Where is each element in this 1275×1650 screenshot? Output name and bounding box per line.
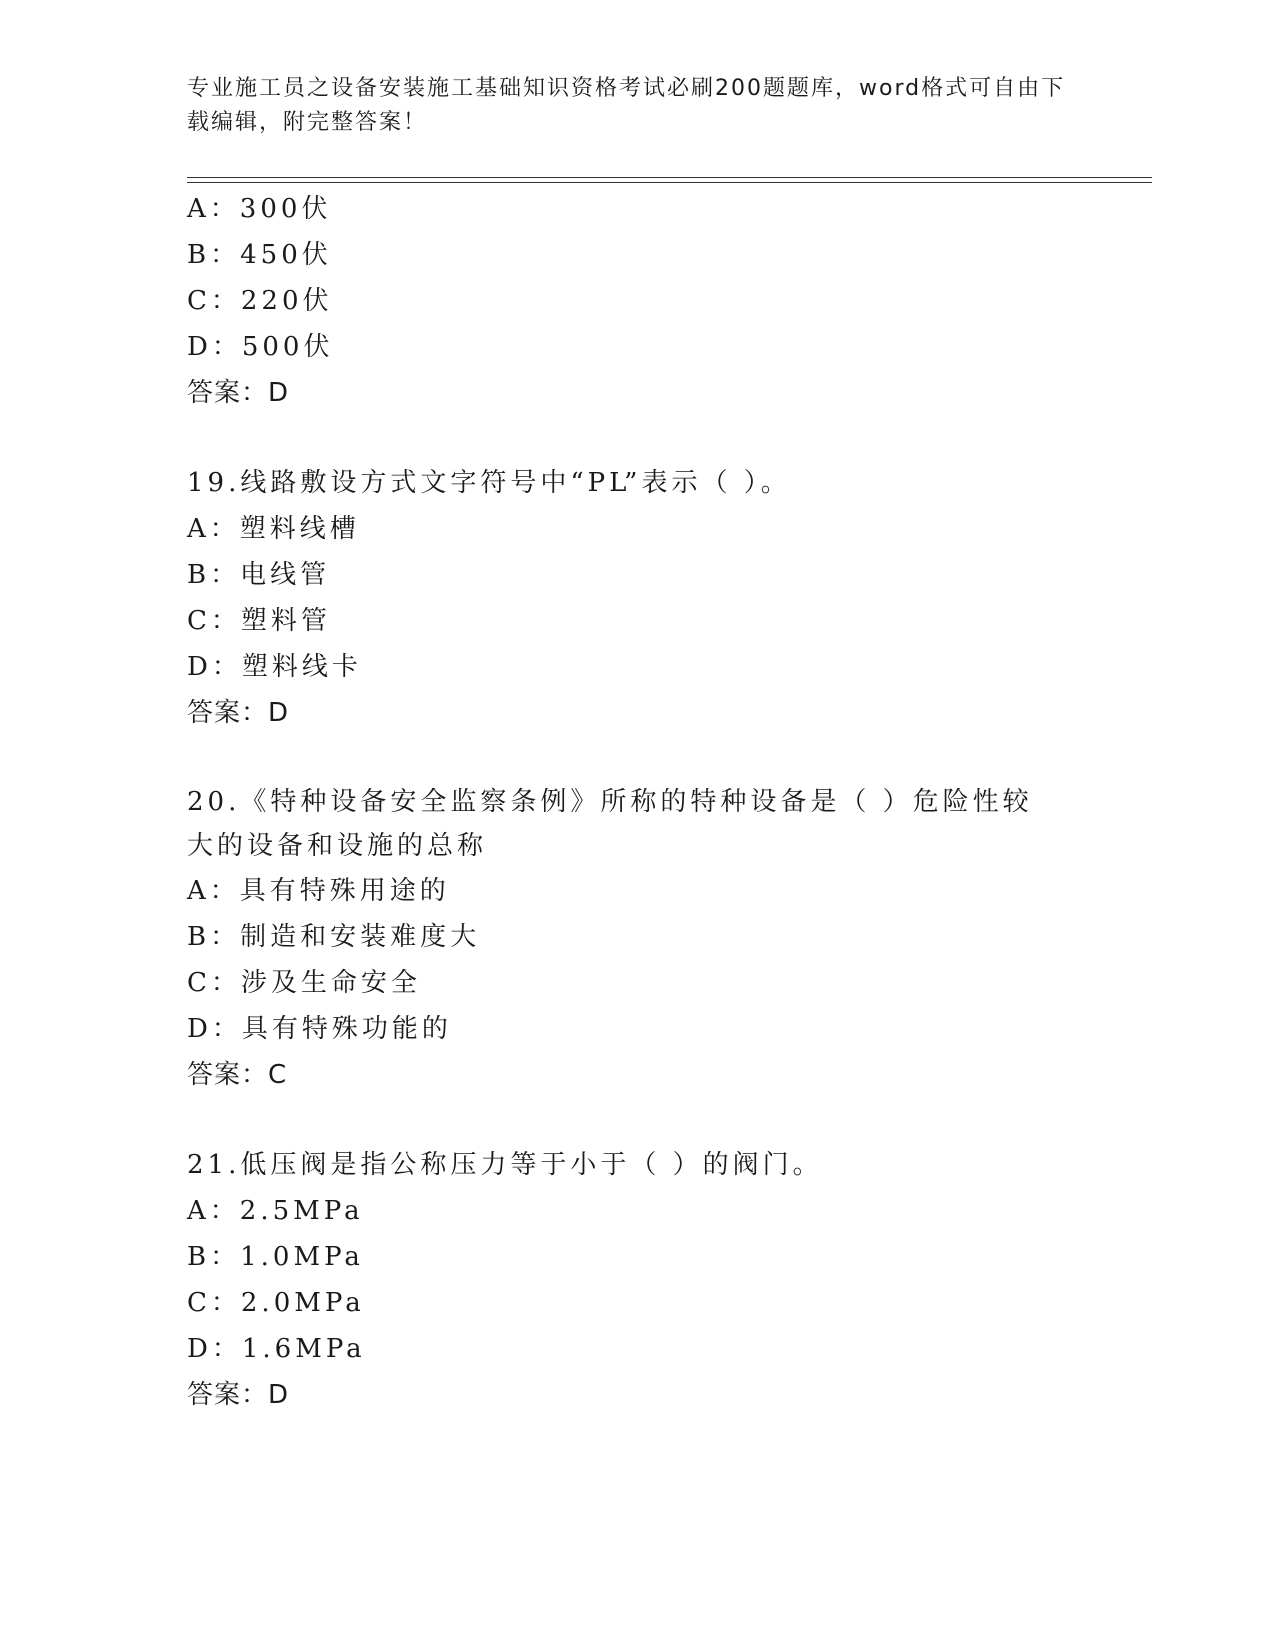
header-rule-bottom xyxy=(187,182,1152,183)
question-block xyxy=(187,780,1087,1098)
page-header-title: 专业施工员之设备安装施工基础知识资格考试必刷200题题库，word格式可自由下载编辑，附完整答案！ xyxy=(187,76,1066,135)
question-block xyxy=(187,460,1087,736)
block-spacer xyxy=(187,736,1087,780)
option-d: D：具有特殊功能的 xyxy=(187,1014,452,1044)
option-d: D：塑料线卡 xyxy=(187,652,362,682)
block-spacer xyxy=(187,416,1087,460)
option-b: B：制造和安装难度大 xyxy=(187,922,481,952)
question-list xyxy=(187,186,1087,1418)
block-spacer xyxy=(187,1098,1087,1142)
question-block xyxy=(187,1142,1087,1418)
question-block xyxy=(187,186,1087,416)
option-a: A：2.5MPa xyxy=(187,1196,364,1226)
option-c: C：2.0MPa xyxy=(187,1288,365,1318)
option-b: B：450伏 xyxy=(187,240,332,270)
question-text: 21.低压阀是指公称压力等于小于（ ）的阀门。 xyxy=(187,1150,823,1180)
option-c: C：塑料管 xyxy=(187,606,331,636)
answer-line: 答案：D xyxy=(187,698,290,728)
answer-line: 答案：D xyxy=(187,1380,290,1410)
option-d: D：500伏 xyxy=(187,332,334,362)
answer-line: 答案：D xyxy=(187,378,290,408)
option-b: B：1.0MPa xyxy=(187,1242,364,1272)
option-a: A：具有特殊用途的 xyxy=(187,876,450,906)
option-c: C：220伏 xyxy=(187,286,333,316)
question-text: 19.线路敷设方式文字符号中“PL”表示（ ）。 xyxy=(187,468,791,498)
option-d: D：1.6MPa xyxy=(187,1334,366,1364)
answer-line: 答案：C xyxy=(187,1060,288,1090)
option-a: A：300伏 xyxy=(187,194,332,224)
question-text: 20.《特种设备安全监察条例》所称的特种设备是（ ）危险性较大的设备和设施的总称 xyxy=(187,787,1033,861)
option-a: A：塑料线槽 xyxy=(187,514,360,544)
option-c: C：涉及生命安全 xyxy=(187,968,421,998)
header-rule-top xyxy=(187,177,1152,178)
option-b: B：电线管 xyxy=(187,560,331,590)
